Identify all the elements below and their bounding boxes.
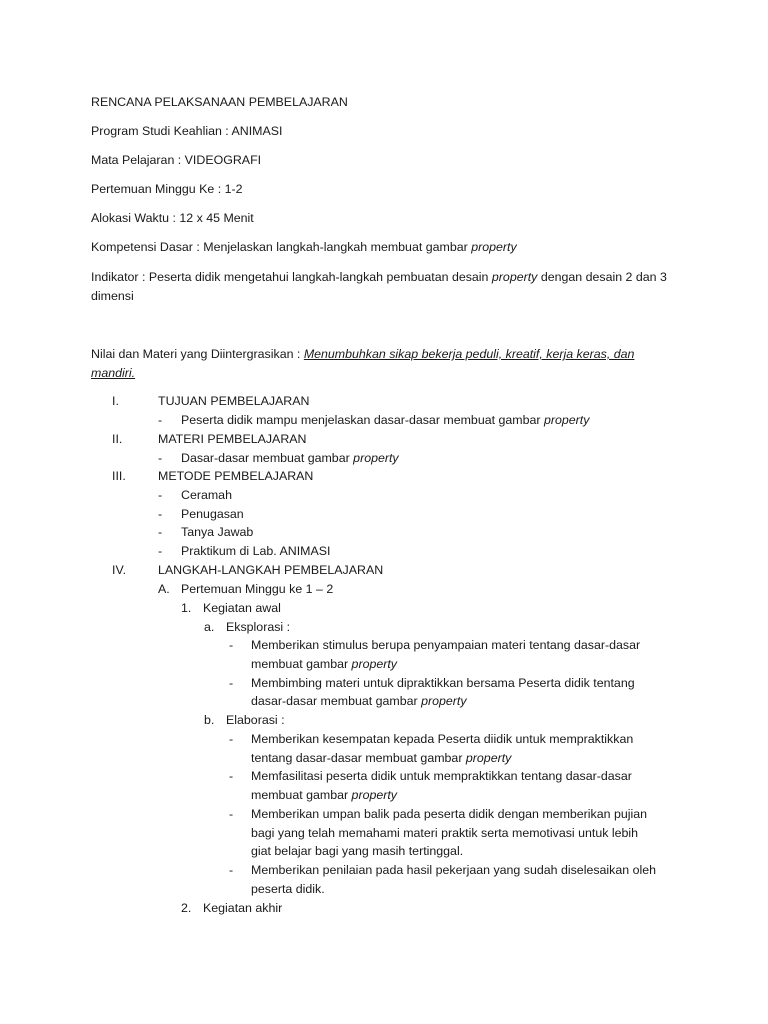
dash-bullet: -: [158, 451, 163, 465]
dash-bullet: -: [229, 732, 234, 746]
tujuan-item-text: Peserta didik mampu menjelaskan dasar-dasar membuat gambar: [181, 413, 544, 427]
tujuan-item: [181, 411, 589, 429]
document-title: RENCANA PELAKSANAAN PEMBELAJARAN: [91, 95, 348, 109]
elaborasi-item-em: property: [465, 751, 512, 765]
kompetensi-text: Kompetensi Dasar : Menjelaskan langkah-langkah membuat gambar: [91, 240, 472, 254]
indikator-em: property: [491, 270, 538, 284]
dash-bullet: -: [158, 413, 163, 427]
nilai-label: Nilai dan Materi yang Diintergrasikan :: [91, 347, 304, 361]
dash-bullet: -: [229, 863, 234, 877]
elaborasi-item-line: giat belajar bagi yang masih tertinggal.: [251, 844, 464, 858]
section-number-1: I.: [112, 394, 119, 408]
kegiatan-akhir: Kegiatan akhir: [203, 901, 283, 915]
section-heading-materi: MATERI PEMBELAJARAN: [158, 432, 307, 446]
kegiatan-awal: Kegiatan awal: [203, 601, 281, 615]
kompetensi-line: [91, 238, 517, 256]
tujuan-item-em: property: [543, 413, 590, 427]
elaborasi-item-line: Memfasilitasi peserta didik untuk mempraktikkan tentang dasar-dasar: [251, 769, 632, 783]
indikator-line-2: dimensi: [91, 289, 134, 303]
eksplorasi-item-em: property: [421, 694, 467, 708]
eksplorasi-item-line: Membimbing materi untuk dipraktikkan bersama Peserta didik tentang: [251, 676, 635, 690]
kompetensi-em: property: [471, 240, 517, 254]
eksplorasi-item-em: property: [351, 657, 398, 671]
indikator-text: Indikator : Peserta didik mengetahui langkah-langkah pembuatan desain: [91, 270, 492, 284]
elaborasi-item-line: bagi yang telah memahami materi praktik serta memotivasi untuk lebih: [251, 826, 639, 840]
pertemuan-item: Pertemuan Minggu ke 1 – 2: [181, 582, 334, 596]
dash-bullet: -: [229, 676, 234, 690]
nilai-line: [91, 345, 634, 363]
materi-item: [181, 449, 399, 467]
sublist-label-a: A.: [158, 582, 170, 596]
sub-label-b: b.: [204, 713, 215, 727]
dash-bullet: -: [229, 638, 234, 652]
section-number-2: II.: [112, 432, 123, 446]
eksplorasi-heading: Eksplorasi :: [226, 620, 291, 634]
nilai-underlined-1: Menumbuhkan sikap bekerja peduli, kreatif, kerja keras, dan: [303, 347, 635, 361]
section-heading-tujuan: TUJUAN PEMBELAJARAN: [158, 394, 310, 408]
dash-bullet: -: [229, 769, 234, 783]
metode-item: Ceramah: [181, 488, 232, 502]
eksplorasi-item-line: [251, 692, 467, 710]
elaborasi-item-text: tentang dasar-dasar membuat gambar: [251, 751, 466, 765]
elaborasi-item-line: peserta didik.: [251, 882, 325, 896]
kegiatan-label-1: 1.: [181, 601, 192, 615]
nilai-line-2: [91, 364, 135, 382]
program-line: Program Studi Keahlian : ANIMASI: [91, 124, 283, 138]
elaborasi-item-text: membuat gambar: [251, 788, 352, 802]
metode-item: Penugasan: [181, 507, 244, 521]
elaborasi-heading: Elaborasi :: [226, 713, 285, 727]
indikator-line: [91, 268, 667, 286]
kegiatan-label-2: 2.: [181, 901, 192, 915]
materi-item-em: property: [353, 451, 399, 465]
eksplorasi-item-text: membuat gambar: [251, 657, 352, 671]
indikator-suffix: dengan desain 2 dan 3: [537, 270, 667, 284]
sub-label-a: a.: [204, 620, 215, 634]
eksplorasi-item-line: Memberikan stimulus berupa penyampaian materi tentang dasar-dasar: [251, 638, 641, 652]
metode-item: Praktikum di Lab. ANIMASI: [181, 544, 331, 558]
eksplorasi-item-line: [251, 655, 397, 673]
elaborasi-item-em: property: [351, 788, 398, 802]
section-number-3: III.: [112, 469, 126, 483]
alokasi-line: Alokasi Waktu : 12 x 45 Menit: [91, 211, 254, 225]
dash-bullet: -: [158, 507, 163, 521]
dash-bullet: -: [158, 525, 163, 539]
dash-bullet: -: [229, 807, 234, 821]
elaborasi-item-line: Memberikan penilaian pada hasil pekerjaan yang sudah diselesaikan oleh: [251, 863, 657, 877]
dash-bullet: -: [158, 544, 163, 558]
elaborasi-item-line: [251, 786, 397, 804]
metode-item: Tanya Jawab: [181, 525, 254, 539]
section-heading-metode: METODE PEMBELAJARAN: [158, 469, 314, 483]
pertemuan-line: Pertemuan Minggu Ke : 1-2: [91, 182, 243, 196]
dash-bullet: -: [158, 488, 163, 502]
nilai-underlined-2: mandiri.: [91, 366, 136, 380]
eksplorasi-item-text: dasar-dasar membuat gambar: [251, 694, 422, 708]
elaborasi-item-line: [251, 749, 511, 767]
section-heading-langkah: LANGKAH-LANGKAH PEMBELAJARAN: [158, 563, 384, 577]
mapel-line: Mata Pelajaran : VIDEOGRAFI: [91, 153, 262, 167]
elaborasi-item-line: Memberikan kesempatan kepada Peserta diidik untuk mempraktikkan: [251, 732, 634, 746]
section-number-4: IV.: [112, 563, 127, 577]
elaborasi-item-line: Memberikan umpan balik pada peserta didik dengan memberikan pujian: [251, 807, 648, 821]
materi-item-text: Dasar-dasar membuat gambar: [181, 451, 354, 465]
